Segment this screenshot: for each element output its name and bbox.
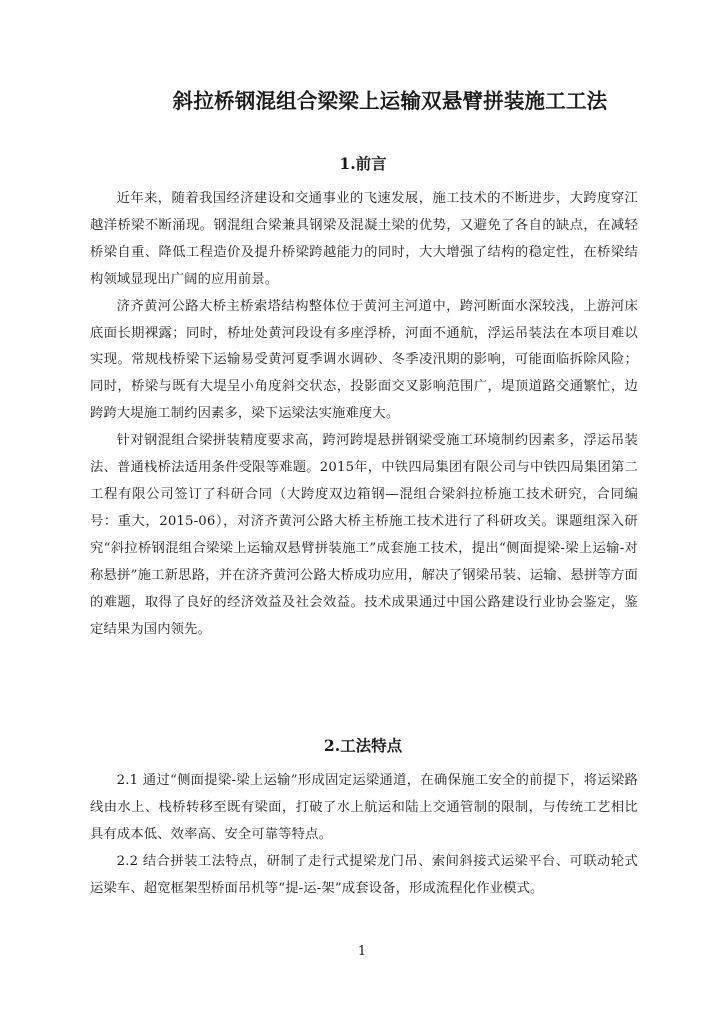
section-heading-preface: 1.前言: [339, 154, 387, 173]
paragraph: 针对钢混组合梁拼装精度要求高，跨河跨堤悬拼钢梁受施工环境制约因素多，浮运吊装法、普通栈桥法适用条件受限等难题。2015年，中铁四局集团有限公司与中铁四局集团第二工程有限公司签订了科研合同（大跨度双边箱钢—混组合梁斜拉桥施工技术研究，合同编号：重大，2015-06），对济齐黄河公路大桥主桥施工技术进行了科研攻关。课题组深入研究“斜拉桥钢混组合梁梁上运输双悬臂拼装施工”成套施工技术，提出“侧面提梁-梁上运输-对称悬拼”施工新思路，并在济齐黄河公路大桥成功应用，解决了钢梁吊装、运输、悬拼等方面的难题，取得了良好的经济效益及社会效益。技术成果通过中国公路建设行业协会鉴定，鉴定结果为国内领先。: [90, 433, 638, 637]
section-heading-features: 2.工法特点: [323, 736, 403, 755]
document-title: 斜拉桥钢混组合梁梁上运输双悬臂拼装施工工法: [172, 89, 608, 113]
paragraph: 2.2 结合拼装工法特点，研制了走行式提梁龙门吊、索间斜接式运梁平台、可联动轮式运梁车、超宽框架型桥面吊机等“提-运-架”成套设备，形成流程化作业模式。: [90, 853, 638, 896]
section-body-features: [90, 768, 638, 903]
paragraph: 济齐黄河公路大桥主桥索塔结构整体位于黄河主河道中，跨河断面水深较浅，上游河床底面长期裸露；同时，桥址处黄河段设有多座浮桥，河面不通航，浮运吊装法在本项目难以实现。常规栈桥梁下运输易受黄河夏季调水调砂、冬季凌汛期的影响，可能面临拆除风险；同时，桥梁与既有大堤呈小角度斜交状态，投影面交叉影响范围广，堤顶道路交通繁忙，边跨跨大堤施工制约因素多，梁下运梁法实施难度大。: [90, 298, 638, 422]
page-number: 1: [357, 944, 367, 959]
paragraph: 近年来，随着我国经济建设和交通事业的飞速发展，施工技术的不断进步，大跨度穿江越洋桥梁不断涌现。钢混组合梁兼具钢梁及混凝土梁的优势，又避免了各自的缺点，在减轻桥梁自重、降低工程造价及提升桥梁跨越能力的同时，大大增强了结构的稳定性，在桥梁结构领域显现出广阔的应用前景。: [90, 191, 638, 287]
section-body-preface: [90, 186, 638, 643]
paragraph: 2.1 通过“侧面提梁-梁上运输”形成固定运梁通道，在确保施工安全的前提下，将运梁路线由水上、栈桥转移至既有梁面，打破了水上航运和陆上交通管制的限制，与传统工艺相比具有成本低、效率高、安全可靠等特点。: [90, 773, 638, 842]
